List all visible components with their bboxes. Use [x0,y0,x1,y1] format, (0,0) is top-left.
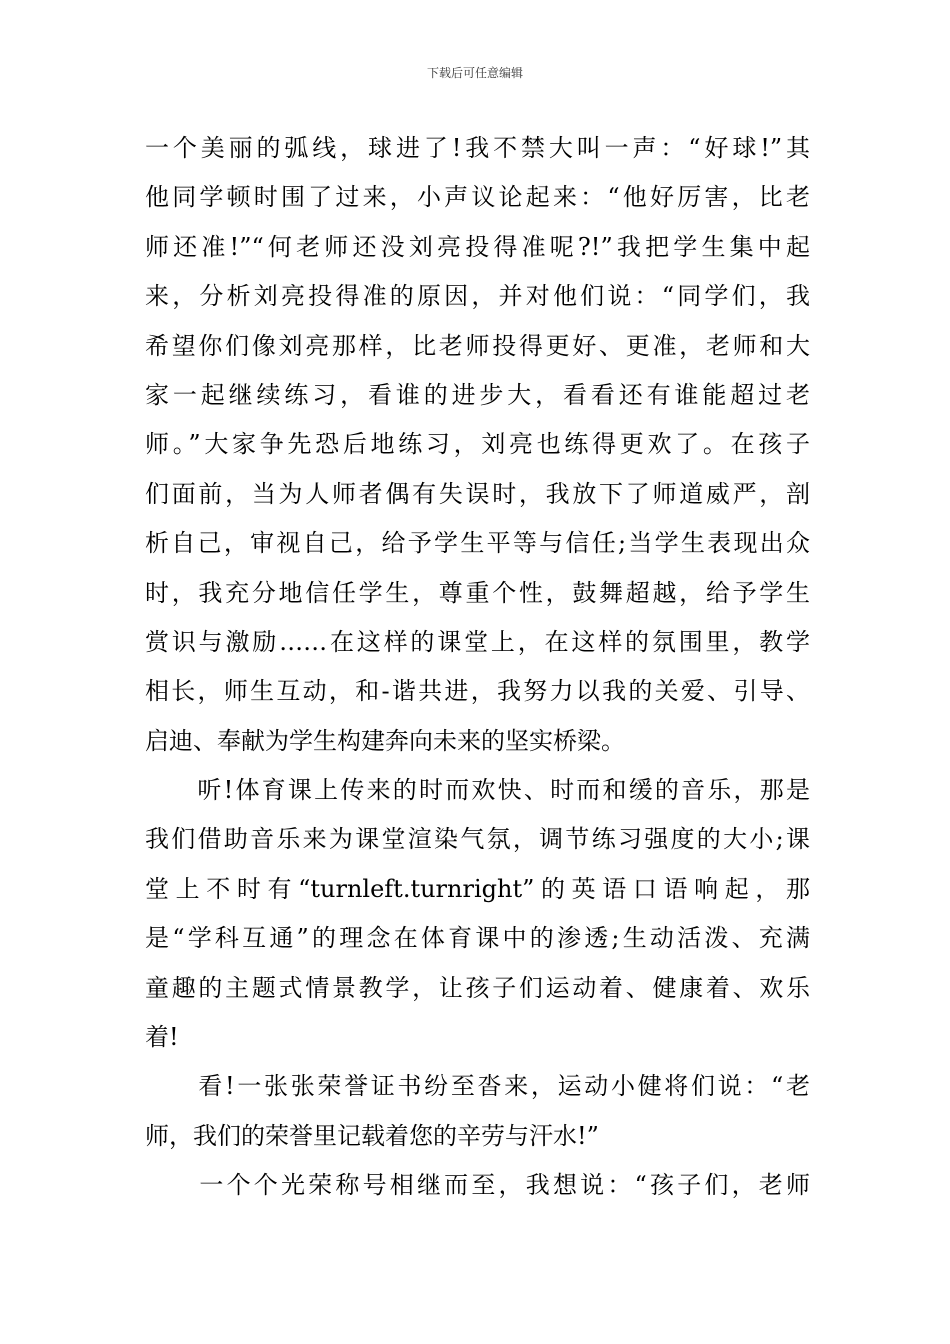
text-line: 师，我们的荣誉里记载着您的辛劳与汗水!” [145,1121,599,1150]
text-line: 师还准!”“何老师还没刘亮投得准呢?!”我把学生集中起 [145,232,810,261]
text-line: 相长，师生互动，和-谐共进，我努力以我的关爱、引导、 [145,677,810,706]
text-line: 是“学科互通”的理念在体育课中的渗透;生动活泼、充满 [145,924,810,953]
text-line: 家一起继续练习，看谁的进步大，看看还有谁能超过老 [145,380,810,409]
text-line: 童趣的主题式情景教学，让孩子们运动着、健康着、欢乐 [145,973,810,1002]
text-line: 听!体育课上传来的时而欢快、时而和缓的音乐，那是 [145,776,810,805]
text-line: 我们借助音乐来为课堂渲染气氛，调节练习强度的大小;课 [145,825,810,854]
text-line: 一个美丽的弧线，球进了!我不禁大叫一声：“好球!”其 [145,134,810,162]
page-header: 下载后可任意编辑 [426,66,523,80]
text-line: 时，我充分地信任学生，尊重个性，鼓舞超越，给予学生 [145,578,810,607]
text-line: 堂上不时有“turnleft.turnright”的英语口语响起，那 [145,874,810,903]
text-line: 看!一张张荣誉证书纷至沓来，运动小健将们说：“老 [145,1072,810,1101]
text-line: 一个个光荣称号相继而至，我想说：“孩子们，老师 [145,1171,810,1200]
text-line: 赏识与激励……在这样的课堂上，在这样的氛围里，教学 [145,627,810,656]
text-line: 启迪、奉献为学生构建奔向未来的坚实桥梁。 [145,726,625,755]
text-line: 希望你们像刘亮那样，比老师投得更好、更准，老师和大 [145,331,810,360]
text-line: 他同学顿时围了过来，小声议论起来：“他好厉害，比老 [145,183,810,212]
text-line: 来，分析刘亮投得准的原因，并对他们说：“同学们，我 [145,282,810,311]
text-line: 析自己，审视自己，给予学生平等与信任;当学生表现出众 [145,529,810,558]
text-line: 着! [145,1023,179,1052]
text-line: 们面前，当为人师者偶有失误时，我放下了师道威严，剖 [145,479,810,508]
text-line: 师。”大家争先恐后地练习，刘亮也练得更欢了。在孩子 [145,430,810,459]
document-body [145,124,810,1211]
